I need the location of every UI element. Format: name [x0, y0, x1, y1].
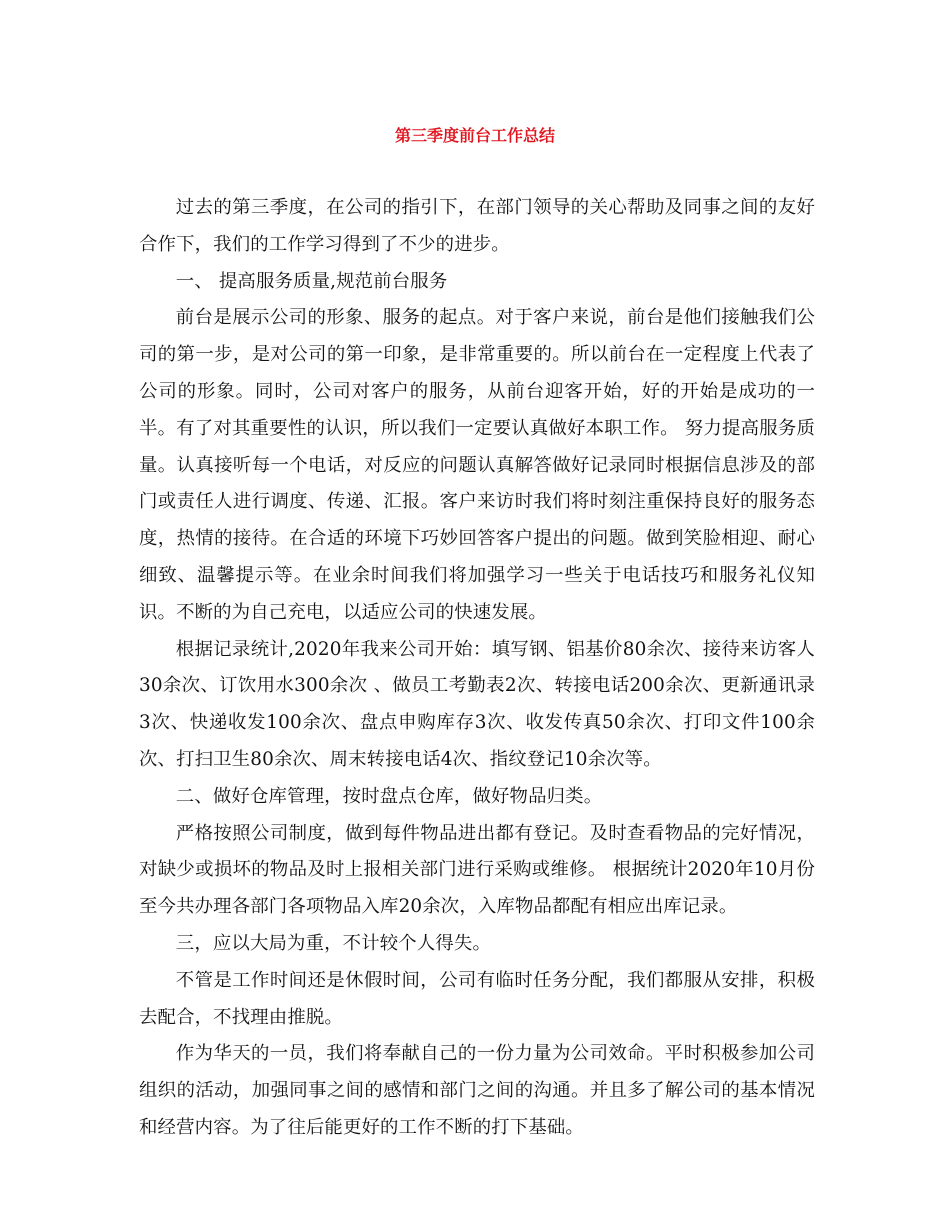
document-body [139, 190, 815, 1147]
paragraph-intro: 过去的第三季度，在公司的指引下，在部门领导的关心帮助及同事之间的友好合作下，我们的工作学习得到了不少的进步。 [139, 197, 815, 255]
paragraph-warehouse: 严格按照公司制度，做到每件物品进出都有登记。及时查看物品的完好情况，对缺少或损坏的物品及时上报相关部门进行采购或维修。 根据统计2020年10月份至今共办理各部门各项物品入库20余次，入库物品都配有相应出库记录。 [139, 822, 815, 918]
section-heading-2: 二、做好仓库管理，按时盘点仓库，做好物品归类。 [175, 785, 603, 807]
section-heading-3: 三，应以大局为重，不计较个人得失。 [175, 932, 491, 954]
section-heading-1: 一、 提高服务质量,规范前台服务 [175, 270, 448, 292]
paragraph-service: 前台是展示公司的形象、服务的起点。对于客户来说，前台是他们接触我们公司的第一步，是对公司的第一印象，是非常重要的。所以前台在一定程度上代表了公司的形象。同时，公司对客户的服务，从前台迎客开始，好的开始是成功的一半。有了对其重要性的认识，所以我们一定要认真做好本职工作。 努力提高服务质量。认真接听每一个电话，对反应的问题认真解答做好记录同时根据信息涉及的部门或责任人进行调度、传递、汇报。客户来访时我们将时刻注重保持良好的服务态度，热情的接待。在合适的环境下巧妙回答客户提出的问题。做到笑脸相迎、耐心细致、温馨提示等。在业余时间我们将加强学习一些关于电话技巧和服务礼仪知识。不断的为自己充电，以适应公司的快速发展。 [139, 307, 815, 623]
document-title: 第三季度前台工作总结 [394, 126, 555, 145]
paragraph-statistics: 根据记录统计,2020年我来公司开始：填写钢、铝基价80余次、接待来访客人30余次、订饮用水300余次 、做员工考勤表2次、转接电话200余次、更新通讯录3次、快递收发100余次、盘点申购库存3次、收发传真50余次、打印文件100余次、打扫卫生80余次、周末转接电话4次、指纹登记10余次等。 [139, 638, 815, 770]
paragraph-conclusion: 作为华天的一员，我们将奉献自己的一份力量为公司效命。平时积极参加公司组织的活动，加强同事之间的感情和部门之间的沟通。并且多了解公司的基本情况和经营内容。为了往后能更好的工作不断的打下基础。 [139, 1043, 815, 1138]
paragraph-cooperation: 不管是工作时间还是休假时间，公司有临时任务分配，我们都服从安排，积极去配合，不找理由推脱。 [139, 969, 815, 1028]
